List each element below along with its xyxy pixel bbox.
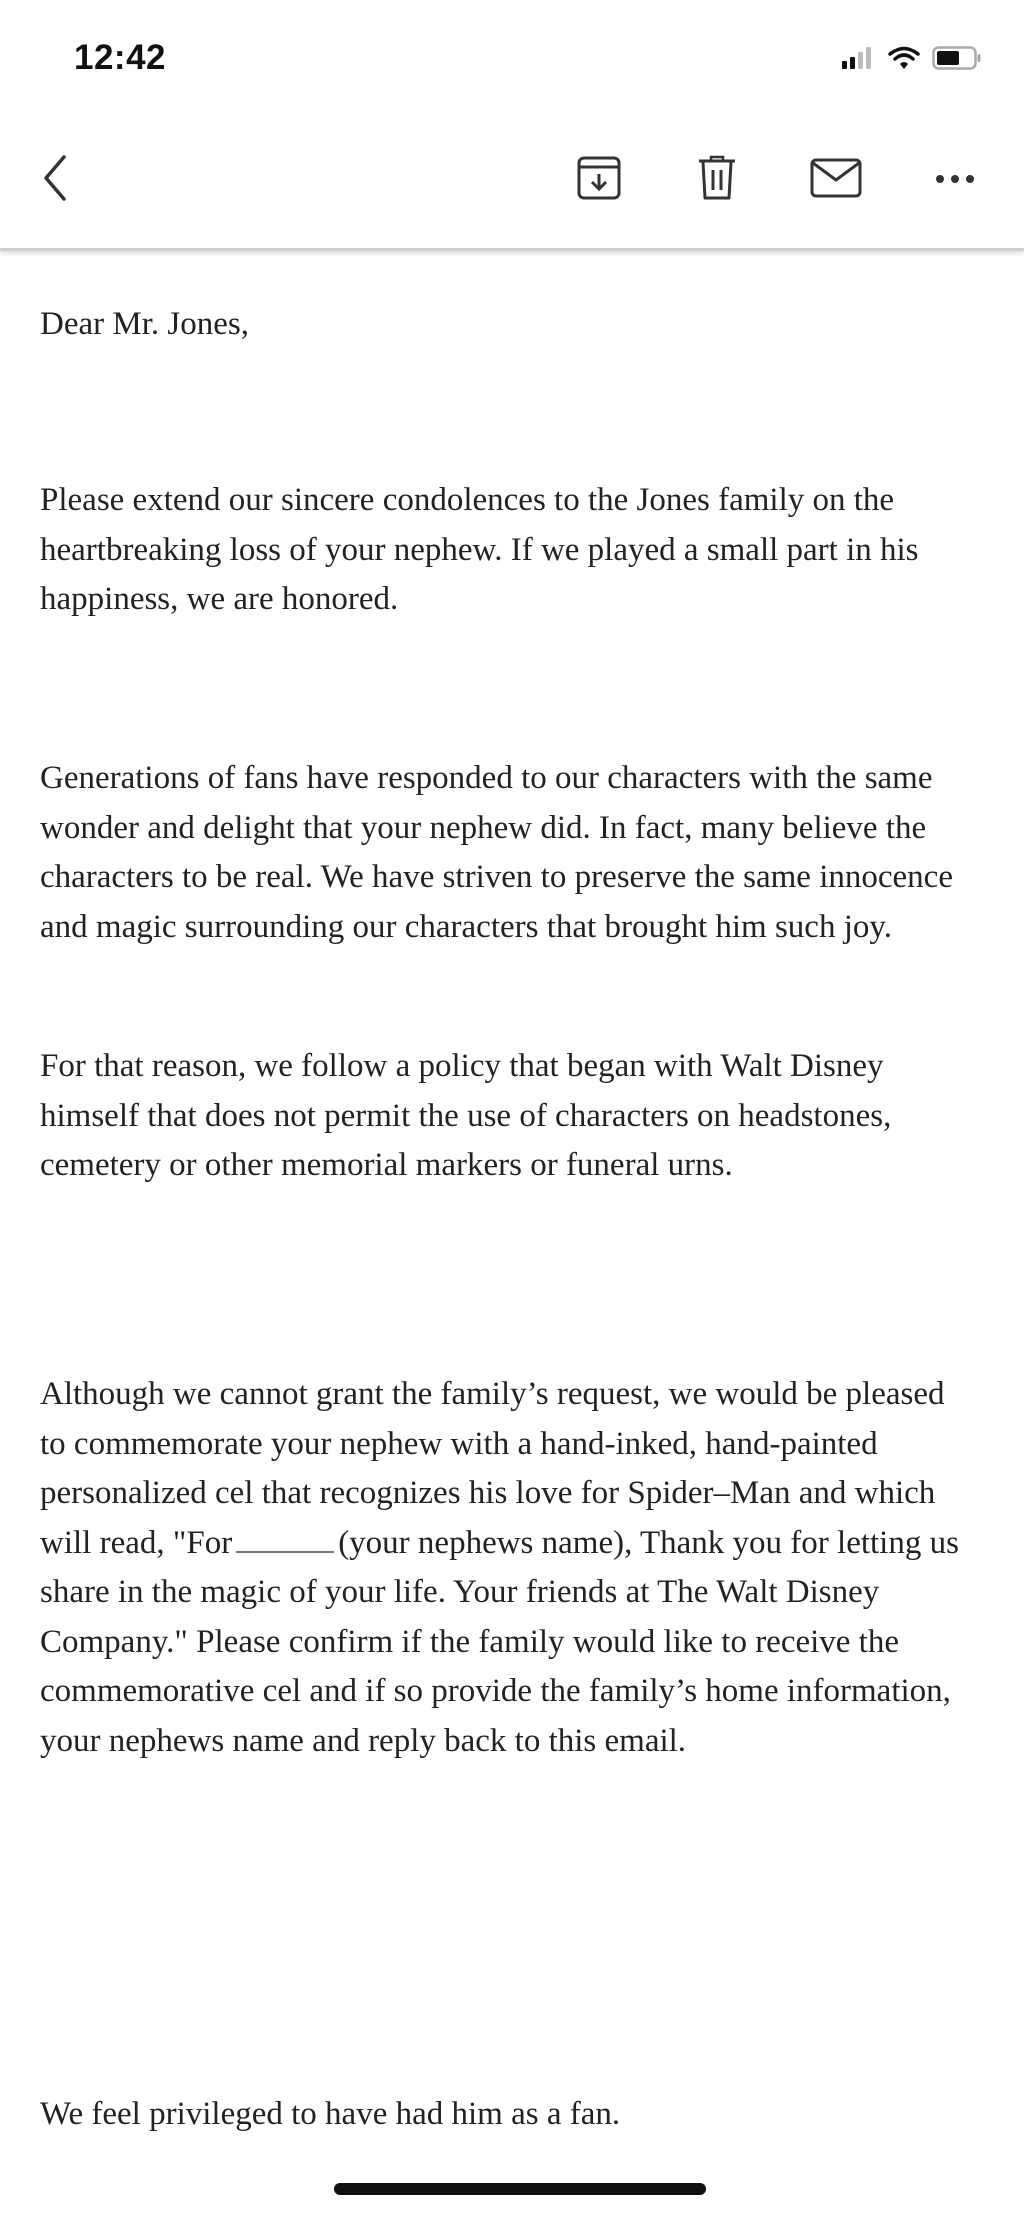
name-blank <box>236 1551 334 1553</box>
mark-unread-button[interactable] <box>801 145 871 215</box>
status-icons <box>842 46 982 75</box>
email-greeting: Dear Mr. Jones, <box>40 306 249 342</box>
email-paragraph: Generations of fans have responded to our characters with the same wonder and delight that your nephew did. In fact, many believe the characters to be real. We have striven to preserve the same innocence and magic surrounding our characters that brought him such joy. <box>40 760 953 945</box>
chevron-left-icon <box>40 153 70 208</box>
delete-button[interactable] <box>682 145 752 215</box>
wifi-icon <box>888 46 920 75</box>
signal-icon <box>842 47 876 74</box>
email-toolbar <box>0 130 1024 251</box>
status-bar <box>0 0 1024 120</box>
email-paragraph-part: Although we cannot grant the family’s request, we would be pleased to commemorate your nephew with a hand-inked, hand-painted personalized cel that recognizes his love for Spider–Man and which will read, "For <box>40 1376 945 1561</box>
more-icon <box>935 171 975 189</box>
back-button[interactable] <box>20 145 90 215</box>
home-indicator[interactable] <box>334 2183 706 2195</box>
archive-icon <box>576 155 622 206</box>
trash-icon <box>697 155 737 206</box>
status-time: 12:42 <box>74 38 167 77</box>
email-paragraph: For that reason, we follow a policy that began with Walt Disney himself that does not permit the use of characters on headstones, cemetery or other memorial markers or funeral urns. <box>40 1048 892 1183</box>
email-paragraph-part: (your nephews name), Thank you for letting us share in the magic of your life. Your friends at The Walt Disney Company." Please confirm if the family would like to receive the commemorative cel and if so provide the family’s home information, your nephews name and reply back to this email. <box>40 1524 959 1759</box>
battery-icon <box>932 46 982 75</box>
more-options-button[interactable] <box>920 145 990 215</box>
mail-icon <box>810 158 862 203</box>
email-paragraph <box>40 1370 975 1766</box>
email-paragraph: Please extend our sincere condolences to the Jones family on the heartbreaking loss of your nephew. If we played a small part in his happiness, we are honored. <box>40 482 919 617</box>
archive-button[interactable] <box>564 145 634 215</box>
email-closing: We feel privileged to have had him as a fan. <box>40 2096 621 2132</box>
